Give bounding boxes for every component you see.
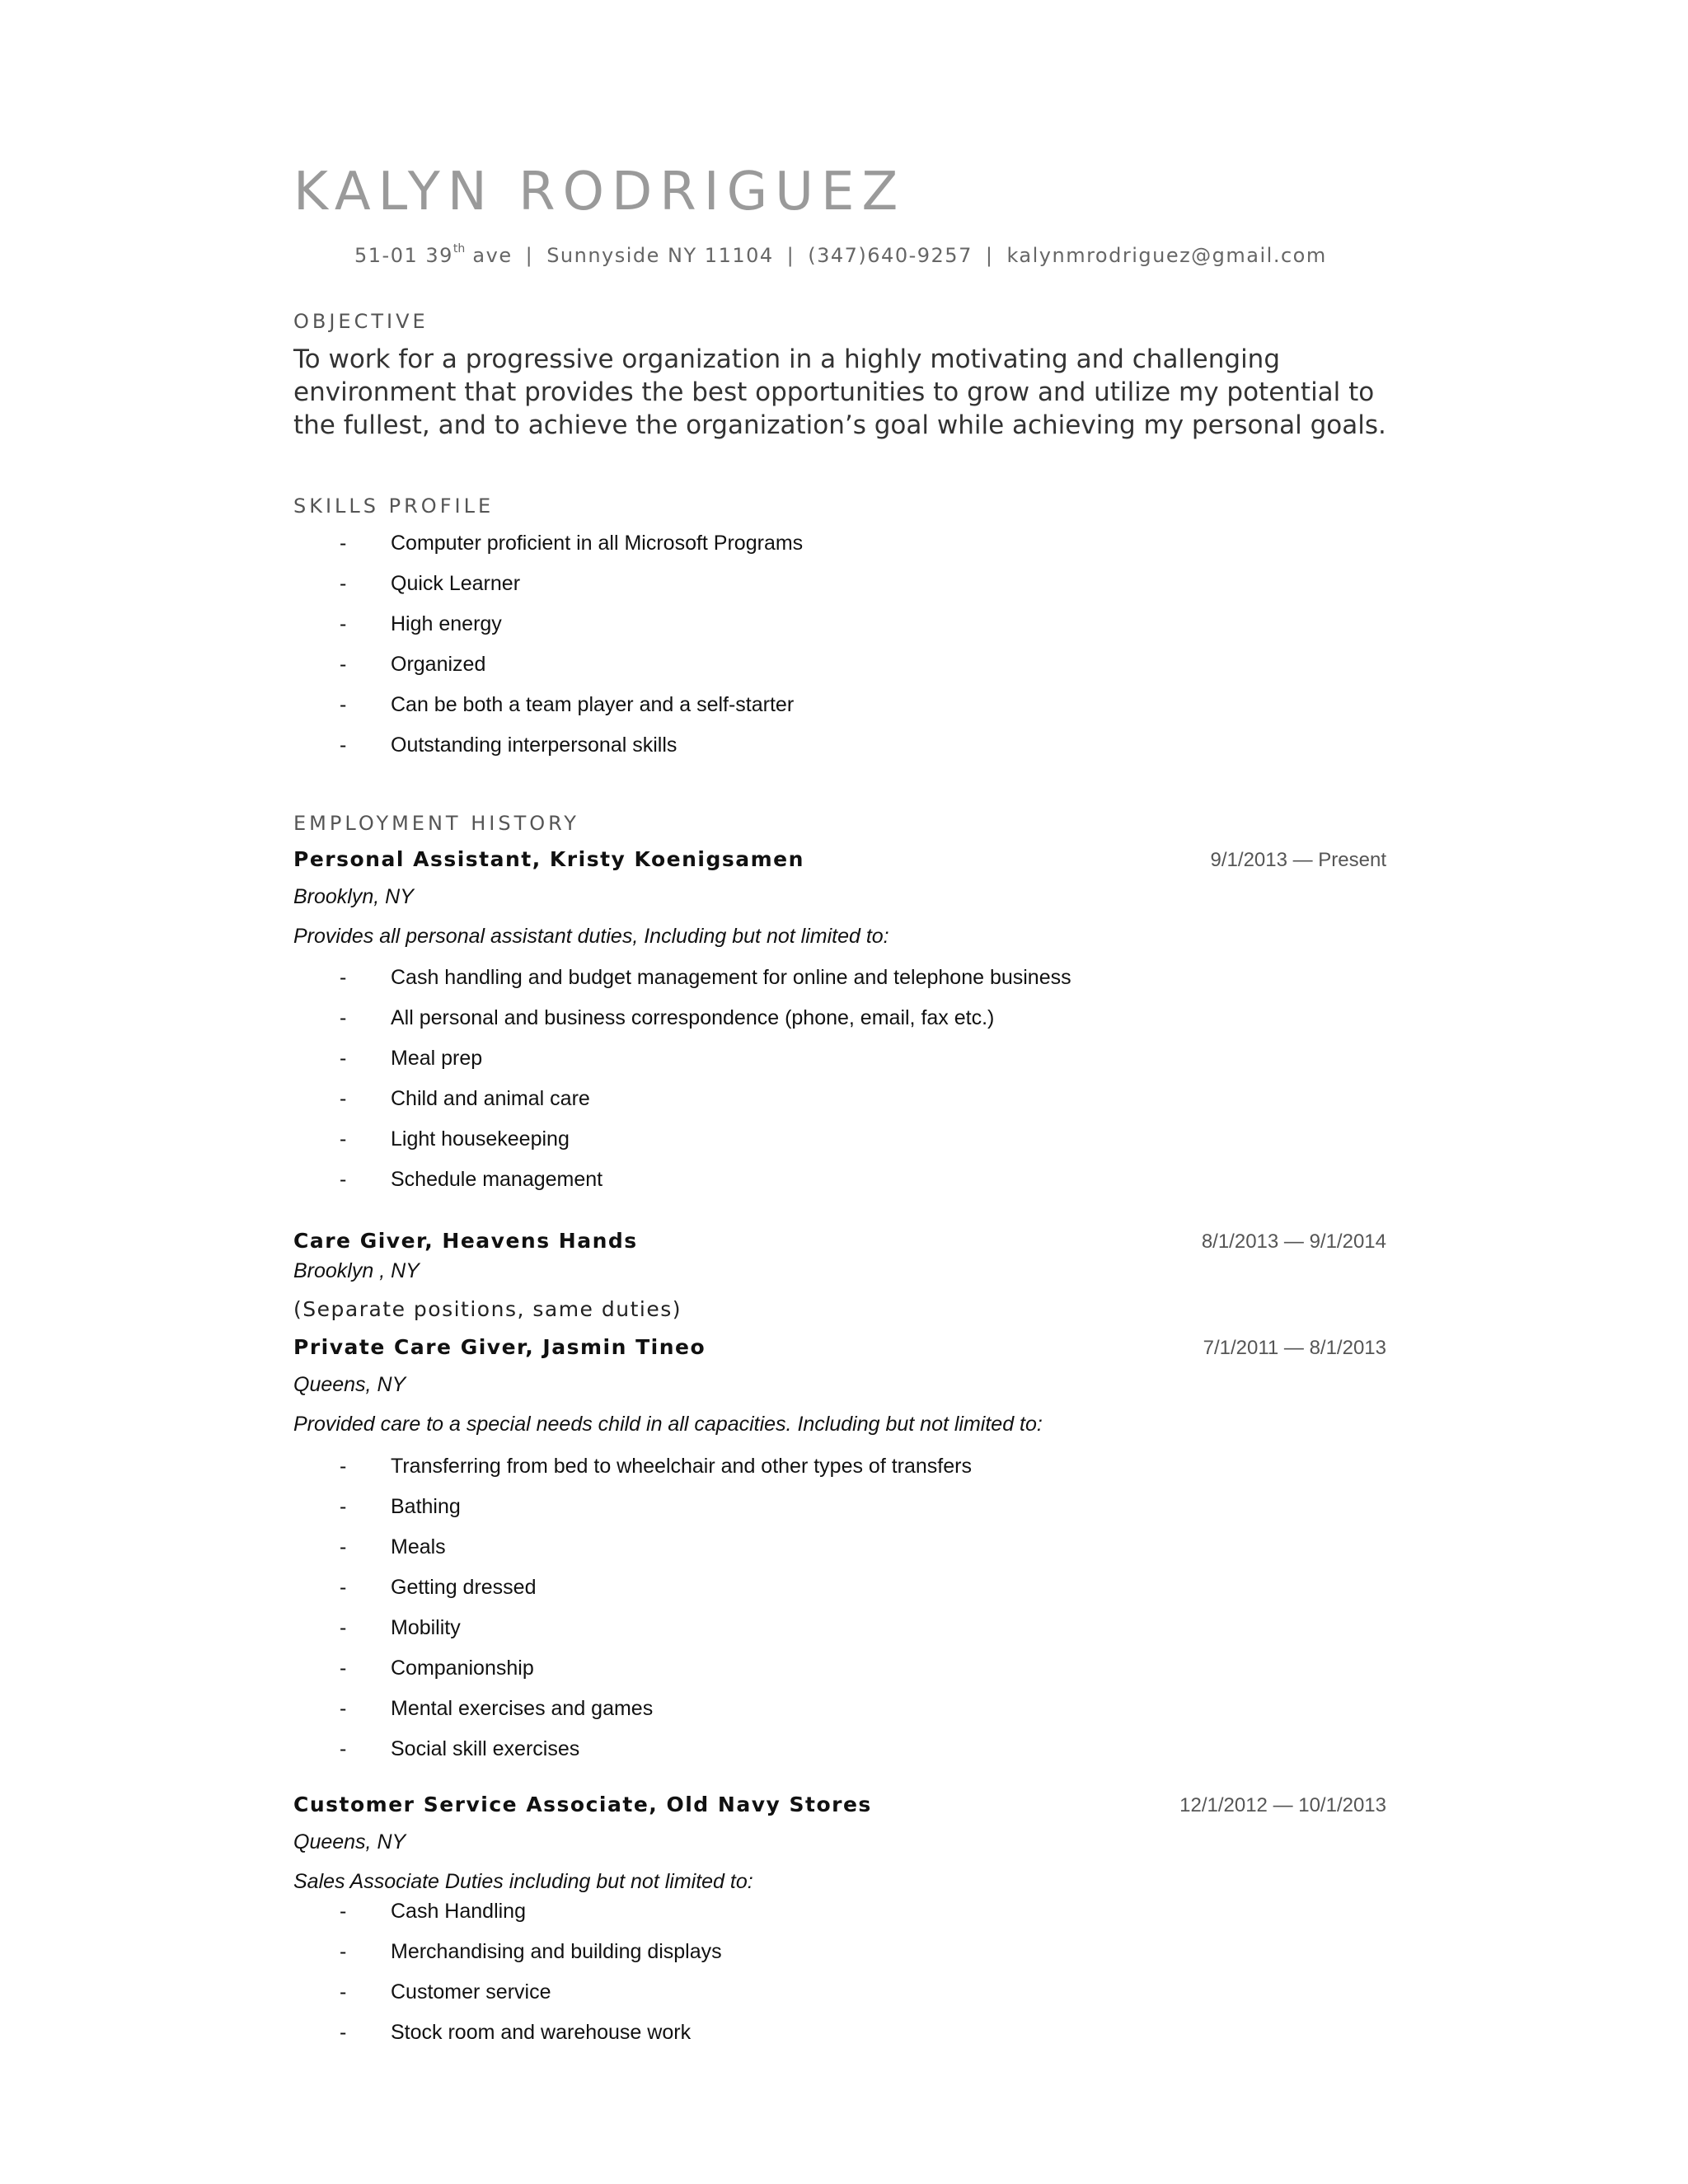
job-description: Provides all personal assistant duties, Including but not limited to:	[293, 925, 889, 948]
list-item: - Customer service	[340, 1980, 551, 2004]
job-description: Provided care to a special needs child in all capacities. Including but not limited to:	[293, 1413, 1043, 1436]
list-item: - All personal and business correspondence (phone, email, fax etc.)	[340, 1006, 995, 1029]
contact-line	[354, 242, 1327, 267]
job-location: Queens, NY	[293, 1830, 406, 1854]
list-item: - Cash Handling	[340, 1900, 526, 1923]
job-title: Personal Assistant, Kristy Koenigsamen	[293, 847, 804, 871]
list-item: - Transferring from bed to wheelchair and other types of transfers	[340, 1455, 972, 1478]
separator: |	[985, 244, 994, 267]
list-item: - Can be both a team player and a self-starter	[340, 693, 795, 716]
job-duties	[340, 1898, 722, 2060]
list-item: - Getting dressed	[340, 1576, 537, 1599]
job-title: Customer Service Associate, Old Navy Stores	[293, 1793, 872, 1816]
list-item: - Computer proficient in all Microsoft Programs	[340, 532, 804, 555]
list-item: - Outstanding interpersonal skills	[340, 733, 678, 757]
objective-heading: OBJECTIVE	[293, 310, 429, 333]
list-item: - Mobility	[340, 1616, 461, 1639]
list-item: - Mental exercises and games	[340, 1697, 654, 1720]
address: 51-01 39th ave	[354, 242, 513, 267]
job-dates: 8/1/2013 — 9/1/2014	[1201, 1230, 1386, 1253]
list-item: - Social skill exercises	[340, 1737, 580, 1760]
job-location: Brooklyn, NY	[293, 885, 414, 908]
list-item: - Schedule management	[340, 1168, 603, 1191]
list-item: - Companionship	[340, 1657, 534, 1680]
job-duties	[340, 1453, 972, 1776]
skills-list	[340, 530, 803, 772]
email: kalynmrodriguez@gmail.com	[1006, 244, 1327, 267]
separator: |	[786, 244, 795, 267]
city: Sunnyside NY 11104	[546, 244, 774, 267]
list-item: - Meals	[340, 1535, 446, 1558]
list-item: - Quick Learner	[340, 572, 521, 595]
employment-heading: EMPLOYMENT HISTORY	[293, 812, 579, 835]
list-item: - High energy	[340, 612, 502, 635]
phone: (347)640-9257	[808, 244, 973, 267]
job-dates: 9/1/2013 — Present	[1210, 849, 1386, 871]
objective-text: To work for a progressive organization in a highly motivating and challenging environment that provides the best opportunities to grow and utilize my potential to the fullest, and to achieve the organization’s goal while achieving my personal goals.	[293, 344, 1386, 440]
job-title: Care Giver, Heavens Hands	[293, 1229, 638, 1253]
job-description: Sales Associate Duties including but not limited to:	[293, 1870, 753, 1893]
list-item: - Stock room and warehouse work	[340, 2021, 692, 2044]
list-item: - Bathing	[340, 1495, 461, 1518]
job-note: (Separate positions, same duties)	[293, 1297, 682, 1321]
list-item: - Meal prep	[340, 1047, 483, 1070]
list-item: - Organized	[340, 653, 486, 676]
list-item: - Light housekeeping	[340, 1127, 570, 1151]
list-item: - Child and animal care	[340, 1087, 590, 1110]
job-title: Private Care Giver, Jasmin Tineo	[293, 1335, 706, 1359]
job-dates: 7/1/2011 — 8/1/2013	[1203, 1337, 1386, 1359]
job-location: Queens, NY	[293, 1373, 406, 1396]
list-item: - Merchandising and building displays	[340, 1940, 722, 1963]
list-item: - Cash handling and budget management for online and telephone business	[340, 966, 1071, 989]
separator: |	[525, 244, 534, 267]
job-location: Brooklyn , NY	[293, 1259, 420, 1282]
job-duties	[340, 964, 1071, 1207]
job-dates: 12/1/2012 — 10/1/2013	[1179, 1794, 1386, 1816]
skills-heading: SKILLS PROFILE	[293, 494, 495, 518]
candidate-name: KALYN RODRIGUEZ	[293, 162, 906, 223]
